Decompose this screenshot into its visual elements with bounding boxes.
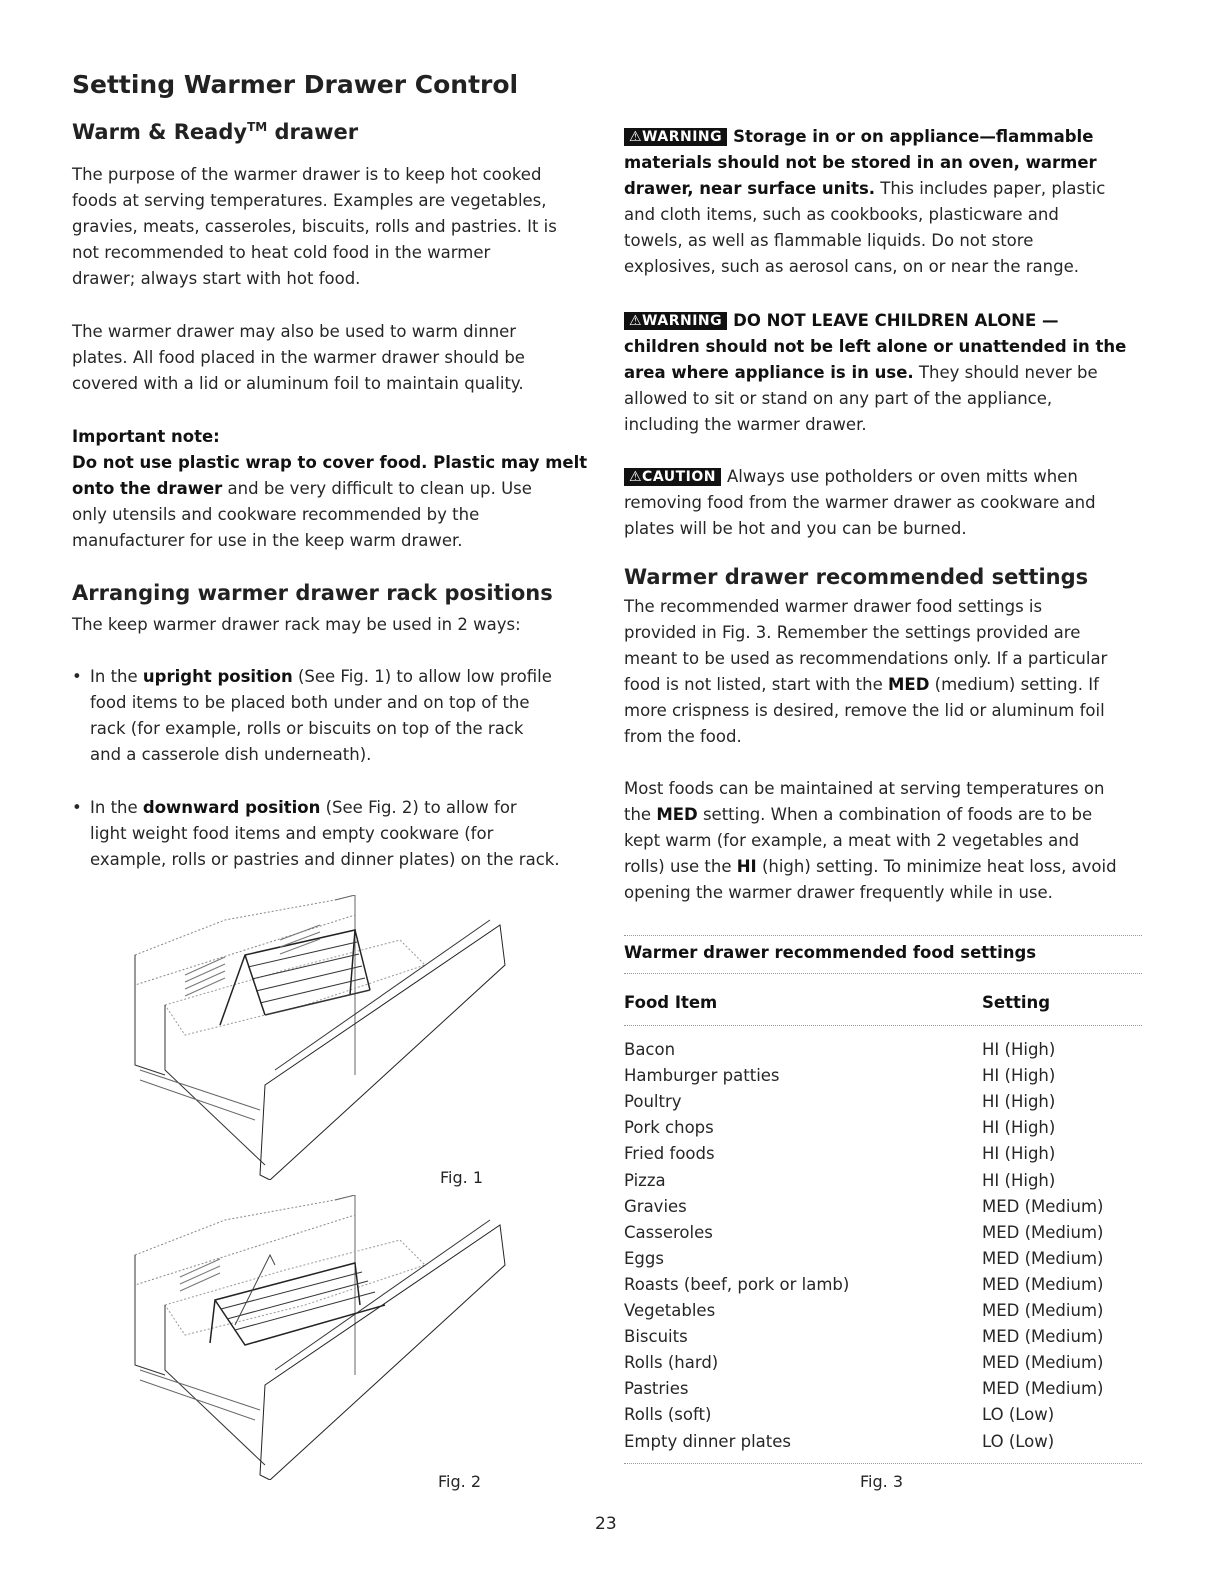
fig2-label: Fig. 2 [438, 1472, 481, 1491]
food-item-cell: Bacon [624, 1040, 676, 1059]
recommended-paragraph [624, 594, 1164, 750]
rec-post: (medium) setting. If [929, 675, 1099, 694]
text-line: The recommended warmer drawer food settings is [624, 597, 1043, 616]
note-bold-phrase: onto the drawer [72, 479, 223, 498]
trademark-mark: TM [247, 120, 268, 134]
table-row [624, 1197, 1144, 1223]
setting-cell: HI (High) [982, 1144, 1056, 1164]
plates-paragraph [72, 319, 592, 397]
table-row [624, 1092, 1144, 1118]
table-row [624, 1249, 1144, 1275]
text-line: from the food. [624, 727, 742, 746]
text-line [624, 308, 1154, 334]
food-item-cell: Vegetables [624, 1301, 716, 1320]
bullet-pre: In the [90, 667, 143, 686]
setting-cell: HI (High) [982, 1092, 1056, 1112]
table-row [624, 1405, 1144, 1431]
text-line [624, 802, 1164, 828]
table-row [624, 1327, 1144, 1353]
table-rule-top [624, 935, 1142, 936]
table-row [624, 1040, 1144, 1066]
table-row [624, 1118, 1144, 1144]
page-title: Setting Warmer Drawer Control [72, 70, 519, 99]
setting-cell: MED (Medium) [982, 1379, 1104, 1399]
bullet-upright [72, 664, 592, 768]
most-post: (high) setting. To minimize heat loss, avoid [756, 857, 1117, 876]
most-post: setting. When a combination of foods are to be [697, 805, 1093, 824]
setting-cell: LO (Low) [982, 1431, 1055, 1451]
table-rule-caption [624, 973, 1142, 974]
most-pre: rolls) use the [624, 857, 737, 876]
table-row [624, 1275, 1144, 1301]
warning-bold: drawer, near surface units. [624, 179, 876, 198]
bullet-pre: In the [90, 798, 143, 817]
setting-cell: MED (Medium) [982, 1353, 1104, 1373]
warning-bold-line: materials should not be stored in an oven, warmer [624, 153, 1097, 172]
rec-bold: MED [888, 675, 930, 694]
food-item-cell: Poultry [624, 1092, 682, 1112]
text-line: removing food from the warmer drawer as cookware and [624, 493, 1096, 512]
text-line [624, 854, 1164, 880]
text-line: provided in Fig. 3. Remember the settings provided are [624, 623, 1081, 642]
caution-text: Always use potholders or oven mitts when [726, 467, 1078, 486]
setting-cell: LO (Low) [982, 1405, 1055, 1425]
text-line: plates will be hot and you can be burned. [624, 519, 967, 538]
caution-badge: ⚠CAUTION [624, 468, 721, 486]
text-line [90, 795, 602, 821]
fig1-label: Fig. 1 [440, 1168, 483, 1187]
text-line: towels, as well as flammable liquids. Do not store [624, 231, 1034, 250]
text-line: The purpose of the warmer drawer is to keep hot cooked [72, 165, 542, 184]
warning-bold: area where appliance is in use. [624, 363, 914, 382]
food-item-cell: Gravies [624, 1196, 687, 1216]
food-item-cell: Hamburger patties [624, 1066, 780, 1086]
text-line: plates. All food placed in the warmer drawer should be [72, 348, 525, 367]
table-rule-header [624, 1025, 1142, 1026]
note-bold-line: Do not use plastic wrap to cover food. Plastic may melt [72, 453, 588, 472]
text-line: manufacturer for use in the keep warm drawer. [72, 531, 463, 550]
food-item-cell: Biscuits [624, 1327, 688, 1347]
warning-children [624, 308, 1154, 438]
caution-potholders [624, 464, 1154, 542]
text-line: not recommended to heat cold food in the warmer [72, 243, 491, 262]
text-line [624, 464, 1154, 490]
text-line: allowed to sit or stand on any part of the appliance, [624, 389, 1053, 408]
rack-intro: The keep warmer drawer rack may be used in 2 ways: [72, 615, 521, 634]
text-line: kept warm (for example, a meat with 2 vegetables and [624, 831, 1080, 850]
bullet-downward [72, 795, 602, 873]
table-row [624, 1066, 1144, 1092]
table-rule-bottom [624, 1463, 1142, 1464]
bullet-post: (See Fig. 2) to allow for [320, 798, 517, 817]
warning-flammable [624, 124, 1154, 280]
text-line: example, rolls or pastries and dinner plates) on the rack. [90, 850, 560, 869]
note-rest: and be very difficult to clean up. Use [222, 479, 532, 498]
food-item-cell: Pizza [624, 1170, 666, 1190]
drawer-downward-illustration [125, 1195, 510, 1480]
rec-pre: food is not listed, start with the [624, 675, 889, 694]
food-item-cell: Fried foods [624, 1144, 715, 1164]
food-item-cell: Empty dinner plates [624, 1431, 791, 1451]
most-bold: MED [656, 805, 698, 824]
setting-cell: HI (High) [982, 1066, 1056, 1086]
setting-cell: HI (High) [982, 1118, 1056, 1138]
text-line: rack (for example, rolls or biscuits on top of the rack [90, 719, 524, 738]
food-item-cell: Roasts (beef, pork or lamb) [624, 1274, 850, 1294]
page-number: 23 [595, 1514, 617, 1534]
text-line: opening the warmer drawer frequently while in use. [624, 883, 1053, 902]
most-bold: HI [736, 857, 757, 876]
table-header-food-item: Food Item [624, 993, 718, 1012]
setting-cell: MED (Medium) [982, 1222, 1104, 1242]
heading-recommended-settings: Warmer drawer recommended settings [624, 565, 1089, 589]
food-item-cell: Pastries [624, 1379, 689, 1399]
table-row [624, 1379, 1144, 1405]
food-item-cell: Rolls (hard) [624, 1353, 719, 1373]
most-foods-paragraph [624, 776, 1164, 906]
table-row [624, 1144, 1144, 1170]
text-line: Most foods can be maintained at serving temperatures on [624, 779, 1105, 798]
bullet-post: (See Fig. 1) to allow low profile [292, 667, 552, 686]
text-line: explosives, such as aerosol cans, on or near the range. [624, 257, 1079, 276]
bullet-dot: • [72, 667, 82, 686]
warning-badge: ⚠WARNING [624, 128, 727, 146]
setting-cell: MED (Medium) [982, 1301, 1104, 1320]
warning-rest: This includes paper, plastic [875, 179, 1106, 198]
text-line: including the warmer drawer. [624, 415, 867, 434]
note-title: Important note: [72, 427, 220, 446]
text-line [624, 360, 1154, 386]
text-line [624, 124, 1154, 150]
fig3-label: Fig. 3 [860, 1472, 903, 1491]
heading-warm-ready-end: drawer [267, 120, 359, 144]
text-line [90, 664, 592, 690]
warning-bold-line: children should not be left alone or unattended in the [624, 337, 1127, 356]
text-line: covered with a lid or aluminum foil to maintain quality. [72, 374, 524, 393]
text-line: foods at serving temperatures. Examples are vegetables, [72, 191, 547, 210]
food-item-cell: Rolls (soft) [624, 1405, 712, 1425]
warning-badge: ⚠WARNING [624, 312, 727, 330]
table-row [624, 1301, 1144, 1327]
text-line: more crispness is desired, remove the lid or aluminum foil [624, 701, 1105, 720]
text-line [624, 672, 1164, 698]
food-item-cell: Casseroles [624, 1222, 713, 1242]
warning-rest: They should never be [913, 363, 1098, 382]
most-pre: the [624, 805, 657, 824]
table-row [624, 1432, 1144, 1458]
text-line [72, 476, 592, 502]
text-line: light weight food items and empty cookware (for [90, 824, 494, 843]
table-caption: Warmer drawer recommended food settings [624, 943, 1037, 962]
warning-bold: DO NOT LEAVE CHILDREN ALONE — [733, 311, 1059, 330]
text-line: drawer; always start with hot food. [72, 269, 361, 288]
setting-cell: MED (Medium) [982, 1274, 1104, 1294]
heading-warm-ready [72, 120, 358, 144]
setting-cell: MED (Medium) [982, 1327, 1104, 1347]
text-line: and a casserole dish underneath). [90, 745, 372, 764]
important-note [72, 424, 592, 554]
table-row [624, 1171, 1144, 1197]
table-header-setting: Setting [982, 993, 1051, 1012]
setting-cell: MED (Medium) [982, 1196, 1104, 1216]
heading-arranging-rack: Arranging warmer drawer rack positions [72, 581, 553, 605]
heading-warm-ready-text: Warm & Ready [72, 120, 248, 144]
text-line: and cloth items, such as cookbooks, plasticware and [624, 205, 1059, 224]
bullet-dot: • [72, 798, 82, 817]
text-line: gravies, meats, casseroles, biscuits, rolls and pastries. It is [72, 217, 557, 236]
text-line: The warmer drawer may also be used to warm dinner [72, 322, 517, 341]
bullet-bold: upright position [142, 667, 293, 686]
text-line: food items to be placed both under and on top of the [90, 693, 530, 712]
food-item-cell: Eggs [624, 1248, 664, 1268]
drawer-upright-illustration [125, 895, 510, 1180]
table-row [624, 1353, 1144, 1379]
food-item-cell: Pork chops [624, 1118, 714, 1138]
purpose-paragraph [72, 162, 592, 292]
text-line [624, 176, 1154, 202]
warning-bold: Storage in or on appliance—flammable [733, 127, 1094, 146]
table-row [624, 1223, 1144, 1249]
bullet-bold: downward position [142, 798, 321, 817]
setting-cell: MED (Medium) [982, 1248, 1104, 1268]
setting-cell: HI (High) [982, 1170, 1056, 1190]
setting-cell: HI (High) [982, 1040, 1056, 1059]
text-line: meant to be used as recommendations only. If a particular [624, 649, 1108, 668]
text-line: only utensils and cookware recommended by the [72, 505, 480, 524]
